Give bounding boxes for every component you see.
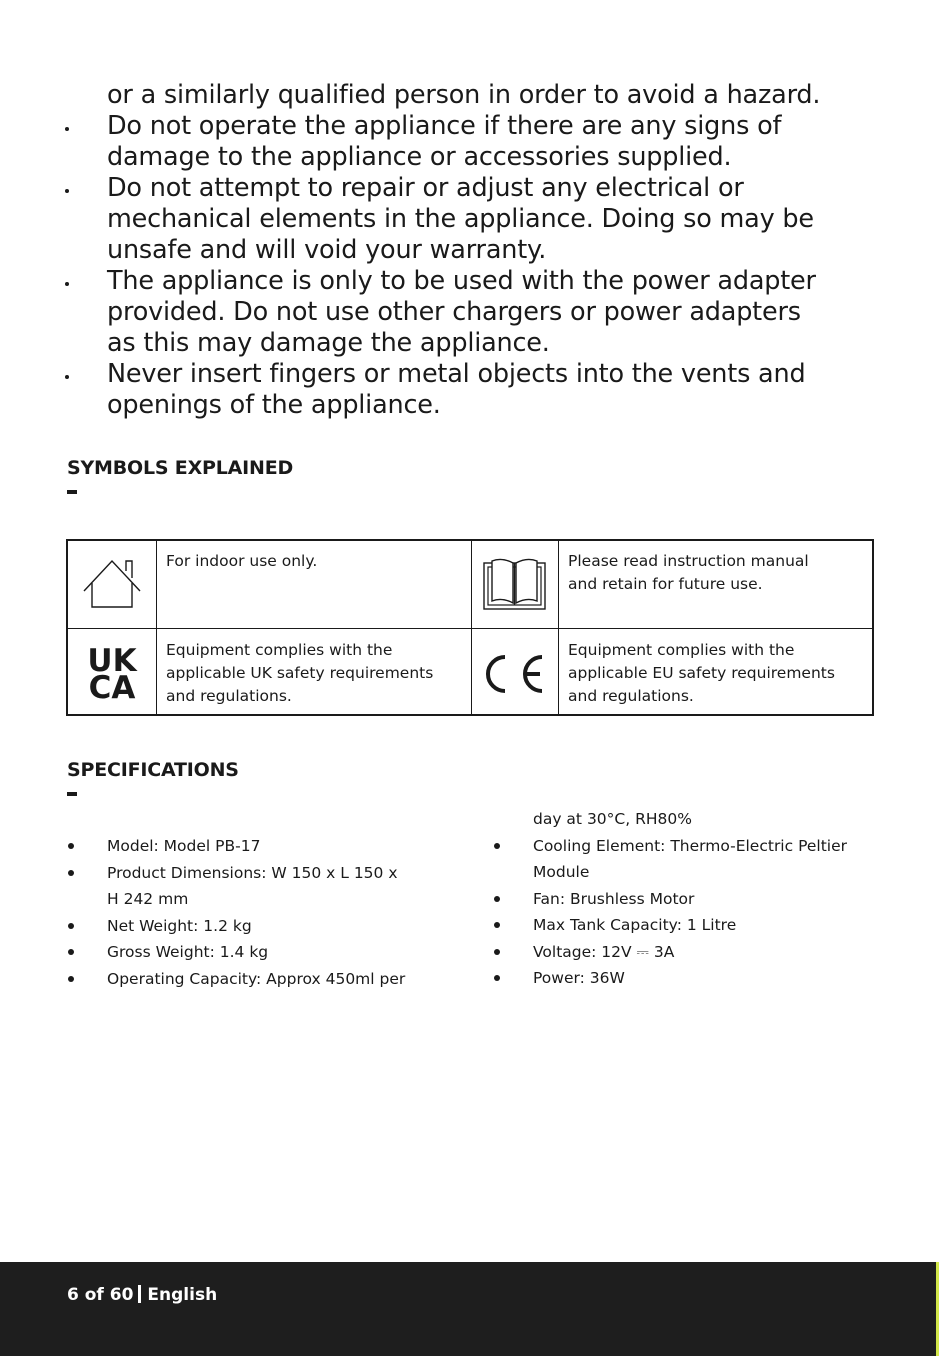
house-icon [68, 541, 156, 628]
symbol-description: and regulations. [568, 687, 694, 705]
spec-item-text: day at 30°C, RH80% [533, 810, 692, 828]
bullet-dot [494, 843, 500, 849]
safety-line: as this may damage the appliance. [107, 328, 550, 358]
spec-item-text: Max Tank Capacity: 1 Litre [533, 916, 737, 934]
footer-language: English [147, 1285, 218, 1305]
symbol-cell-manual [472, 541, 558, 628]
spec-item-text: Power: 36W [533, 969, 625, 987]
ukca-top: UK [87, 643, 137, 679]
spec-item-text: Operating Capacity: Approx 450ml per [107, 969, 406, 988]
symbol-description: and regulations. [166, 687, 292, 705]
specifications-heading: SPECIFICATIONS [67, 759, 239, 781]
symbol-description: and retain for future use. [568, 575, 763, 593]
spec-item-text: Gross Weight: 1.4 kg [107, 943, 269, 961]
spec-item-text: H 242 mm [107, 890, 189, 908]
bullet-dot [65, 282, 69, 286]
ukca-bottom: CA [88, 670, 136, 706]
heading-underline [67, 490, 77, 494]
bullet-dot [68, 870, 74, 876]
symbol-cell-ce [472, 629, 558, 716]
symbol-description: Equipment complies with the [568, 641, 795, 659]
ukca-mark-icon [68, 629, 156, 716]
symbols-heading: SYMBOLS EXPLAINED [67, 457, 294, 479]
safety-line: Do not attempt to repair or adjust any electrical or [107, 173, 744, 203]
spec-item-text: Voltage: 12V ⎓ 3A [533, 942, 675, 961]
bullet-dot [494, 949, 500, 955]
bullet-dot [65, 127, 69, 131]
bullet-dot [494, 896, 500, 902]
bullet-dot [65, 189, 69, 193]
bullet-dot [494, 975, 500, 981]
bullet-dot [68, 949, 74, 955]
safety-line: unsafe and will void your warranty. [107, 235, 547, 265]
bullet-dot [68, 843, 74, 849]
bullet-dot [494, 922, 500, 928]
footer-separator [138, 1285, 141, 1303]
symbols-table [66, 539, 874, 716]
spec-item-text: Net Weight: 1.2 kg [107, 916, 252, 935]
symbol-description: applicable EU safety requirements [568, 664, 835, 682]
bullet-dot [68, 923, 74, 929]
safety-line: openings of the appliance. [107, 390, 441, 420]
heading-underline [67, 792, 77, 796]
symbol-description: For indoor use only. [166, 552, 318, 570]
symbol-description: applicable UK safety requirements [166, 664, 434, 682]
safety-line: or a similarly qualified person in order to avoid a hazard. [107, 80, 821, 110]
spec-item-text: Model: Model PB-17 [107, 837, 261, 855]
page-footer [0, 1262, 939, 1356]
safety-line: Never insert fingers or metal objects into the vents and [107, 359, 806, 389]
bullet-dot [68, 976, 74, 982]
safety-line: The appliance is only to be used with the power adapter [107, 266, 816, 296]
safety-line: mechanical elements in the appliance. Doing so may be [107, 204, 814, 234]
symbol-description: Equipment complies with the [166, 641, 393, 659]
symbol-description: Please read instruction manual [568, 552, 809, 570]
bullet-dot [65, 375, 69, 379]
symbol-cell-indoor [68, 541, 156, 628]
spec-item-text: Fan: Brushless Motor [533, 889, 695, 908]
spec-item-text: Cooling Element: Thermo-Electric Peltier [533, 836, 847, 855]
safety-line: provided. Do not use other chargers or power adapters [107, 297, 801, 327]
safety-line: damage to the appliance or accessories supplied. [107, 142, 732, 172]
spec-item-text: Product Dimensions: W 150 x L 150 x [107, 863, 398, 882]
safety-line: Do not operate the appliance if there are any signs of [107, 111, 782, 141]
table-divider [68, 628, 872, 629]
page-number: 6 of 60 [67, 1285, 134, 1305]
symbol-cell-ukca [68, 629, 156, 716]
instruction-manual-icon [472, 541, 558, 628]
footer-page-info [67, 1285, 217, 1305]
spec-item-text: Module [533, 863, 590, 881]
ce-mark-icon [472, 629, 558, 716]
